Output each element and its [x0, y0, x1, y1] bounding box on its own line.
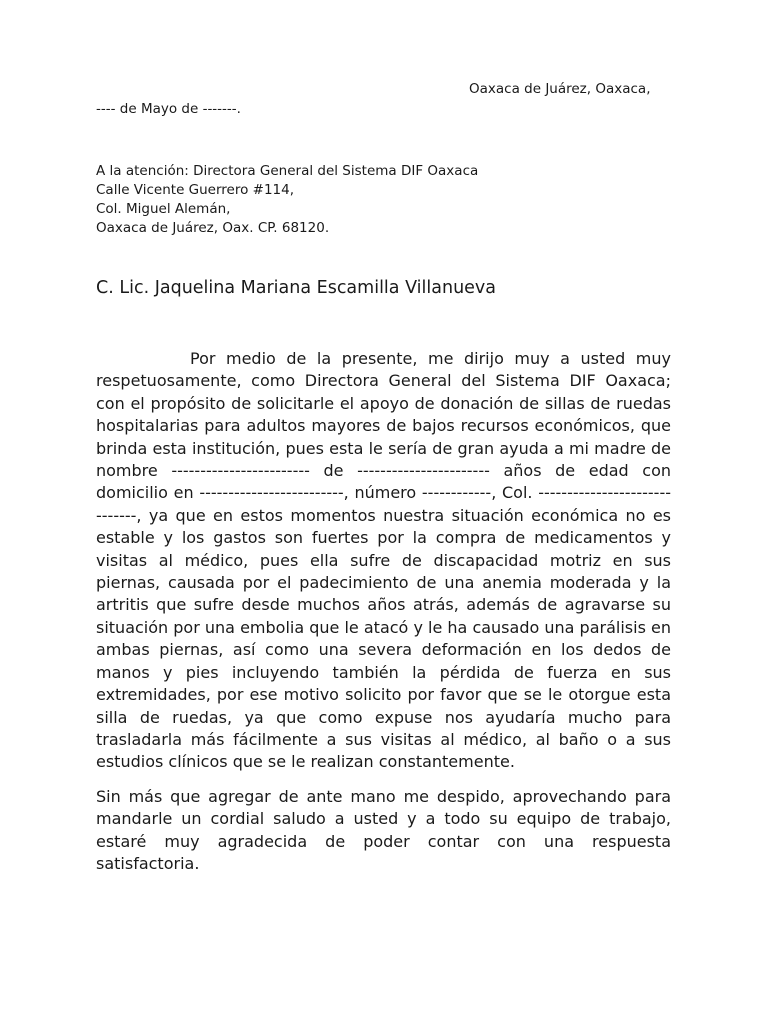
body-paragraph-request: Por medio de la presente, me dirijo muy a usted muy respetuosamente, como Directora General del Sistema DIF Oaxaca; con el propósito de solicitarle el apoyo de donación de sillas de ruedas hospitalarias para adultos mayores de bajos recursos económicos, que brinda esta institución, pues esta le sería de gran ayuda a mi madre de nombre ------------------------ de ----------------------- años de edad con domicilio en -------------------------, número ------------, Col. ------------------------------, ya que en estos momentos nuestra situación económica no es estable y los gastos son fuertes por la compra de medicamentos y visitas al médico, pues ella sufre de discapacidad motriz en sus piernas, causada por el padecimiento de una anemia moderada y la artritis que sufre desde muchos años atrás, además de agravarse su situación por una embolia que le atacó y le ha causado una parálisis en ambas piernas, así como una severa deformación en los dedos de manos y pies incluyendo también la pérdida de fuerza en sus extremidades, por ese motivo solicito por favor que se le otorgue esta silla de ruedas, ya que como expuse nos ayudaría mucho para trasladarla más fácilmente a sus visitas al médico, al baño o a sus estudios clínicos que se le realizan constantemente.: [96, 349, 671, 772]
letter-body: [96, 348, 671, 887]
letter-place: Oaxaca de Juárez, Oaxaca,: [469, 81, 651, 97]
address-line-colony: Col. Miguel Alemán,: [96, 201, 231, 217]
address-line-attention: A la atención: Directora General del Sistema DIF Oaxaca: [96, 163, 479, 179]
address-line-city: Oaxaca de Juárez, Oax. CP. 68120.: [96, 220, 330, 236]
letter-date: ---- de Mayo de -------.: [96, 101, 241, 117]
recipient-address-block: [96, 162, 478, 238]
address-line-street: Calle Vicente Guerrero #114,: [96, 182, 295, 198]
body-paragraph-closing: Sin más que agregar de ante mano me despido, aprovechando para mandarle un cordial saludo a usted y a todo su equipo de trabajo, estaré muy agradecida de poder contar con una respuesta satisfactoria.: [96, 786, 671, 873]
recipient-name-heading: C. Lic. Jaquelina Mariana Escamilla Villanueva: [96, 278, 497, 298]
